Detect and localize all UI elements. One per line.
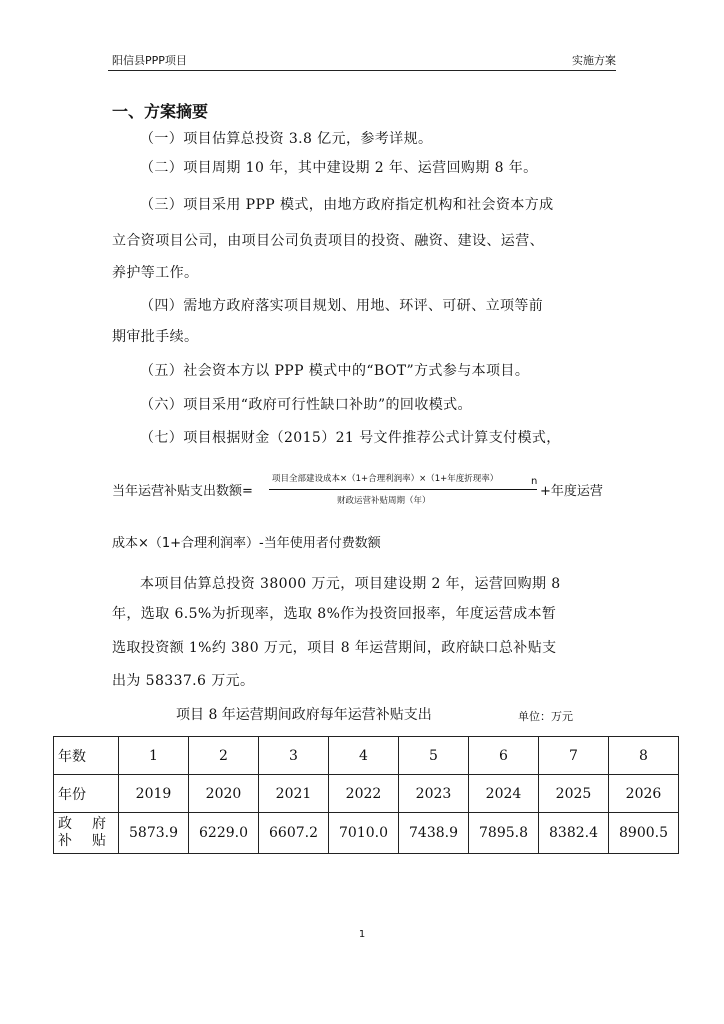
year-cell: 2022: [329, 775, 399, 813]
item-line-3: （三）项目采用 PPP 模式，由地方政府指定机构和社会资本方成: [140, 197, 554, 213]
item-line-3-end: 养护等工作。: [112, 265, 199, 281]
year-cell: 2021: [259, 775, 329, 813]
subsidy-cell: 7438.9: [399, 813, 469, 854]
item-line-1: （一）项目估算总投资 3.8 亿元，参考详规。: [140, 131, 433, 147]
subsidy-cell: 6229.0: [189, 813, 259, 854]
subsidy-cell: 7895.8: [469, 813, 539, 854]
period-cell: 7: [539, 737, 609, 775]
subsidy-cell: 7010.0: [329, 813, 399, 854]
header-divider: [108, 70, 616, 71]
row-label-subsidy-bottom: 补 贴: [58, 833, 106, 849]
subsidy-cell: 8382.4: [539, 813, 609, 854]
subsidy-cell: 8900.5: [609, 813, 679, 854]
item-line-4-cont: 期审批手续。: [112, 329, 199, 345]
year-cell: 2024: [469, 775, 539, 813]
formula-continuation: 成本×（1+合理利润率）-当年使用者付费数额: [112, 536, 381, 551]
period-cell: 1: [119, 737, 189, 775]
period-cell: 6: [469, 737, 539, 775]
item-line-7: （七）项目根据财金（2015）21 号文件推荐公式计算支付模式，: [140, 430, 561, 446]
year-cell: 2026: [609, 775, 679, 813]
formula-lhs: 当年运营补贴支出数额=: [112, 484, 253, 499]
period-cell: 2: [189, 737, 259, 775]
subsidy-cell: 5873.9: [119, 813, 189, 854]
formula-numerator: 项目全部建设成本×（1+合理利润率）×（1+年度折现率）: [272, 474, 499, 484]
item-line-3-cont: 立合资项目公司，由项目公司负责项目的投资、融资、建设、运营、: [112, 233, 544, 249]
subsidy-formula: [112, 472, 617, 522]
header-project-name: 阳信县PPP项目: [112, 54, 187, 67]
summary-line-2: 年，选取 6.5%为折现率，选取 8%作为投资回报率，年度运营成本暂: [112, 606, 557, 622]
period-cell: 3: [259, 737, 329, 775]
period-cell: 5: [399, 737, 469, 775]
year-cell: 2023: [399, 775, 469, 813]
subsidy-cell: 6607.2: [259, 813, 329, 854]
subsidy-table: [53, 736, 679, 854]
summary-line-1: 本项目估算总投资 38000 万元，项目建设期 2 年，运营回购期 8: [140, 576, 561, 592]
section-heading: 一、方案摘要: [112, 102, 209, 121]
summary-line-3: 选取投资额 1%约 380 万元，项目 8 年运营期间，政府缺口总补贴支: [112, 640, 557, 656]
formula-fraction-bar: [269, 489, 537, 490]
formula-exponent: n: [531, 476, 538, 487]
table-unit: 单位：万元: [518, 710, 573, 723]
row-label-subsidy: [54, 813, 119, 854]
row-label-period: 年数: [54, 737, 119, 775]
item-line-4: （四）需地方政府落实项目规划、用地、环评、可研、立项等前: [140, 298, 544, 314]
table-caption: 项目 8 年运营期间政府每年运营补贴支出: [176, 707, 432, 723]
header-document-type: 实施方案: [572, 54, 616, 67]
table-row-periods: [54, 737, 679, 775]
item-line-6: （六）项目采用“政府可行性缺口补助”的回收模式。: [140, 397, 472, 413]
item-line-2: （二）项目周期 10 年，其中建设期 2 年、运营回购期 8 年。: [140, 160, 538, 176]
item-line-5: （五）社会资本方以 PPP 模式中的“BOT”方式参与本项目。: [140, 363, 530, 379]
page-number: 1: [358, 929, 366, 940]
summary-line-4: 出为 58337.6 万元。: [112, 673, 255, 689]
period-cell: 8: [609, 737, 679, 775]
row-label-year: 年份: [54, 775, 119, 813]
formula-denominator: 财政运营补贴周期（年）: [337, 496, 431, 506]
row-label-subsidy-top: 政 府: [58, 816, 106, 832]
formula-rhs: +年度运营: [540, 484, 603, 499]
table-row-years: [54, 775, 679, 813]
year-cell: 2025: [539, 775, 609, 813]
period-cell: 4: [329, 737, 399, 775]
table-row-subsidies: [54, 813, 679, 854]
year-cell: 2019: [119, 775, 189, 813]
year-cell: 2020: [189, 775, 259, 813]
